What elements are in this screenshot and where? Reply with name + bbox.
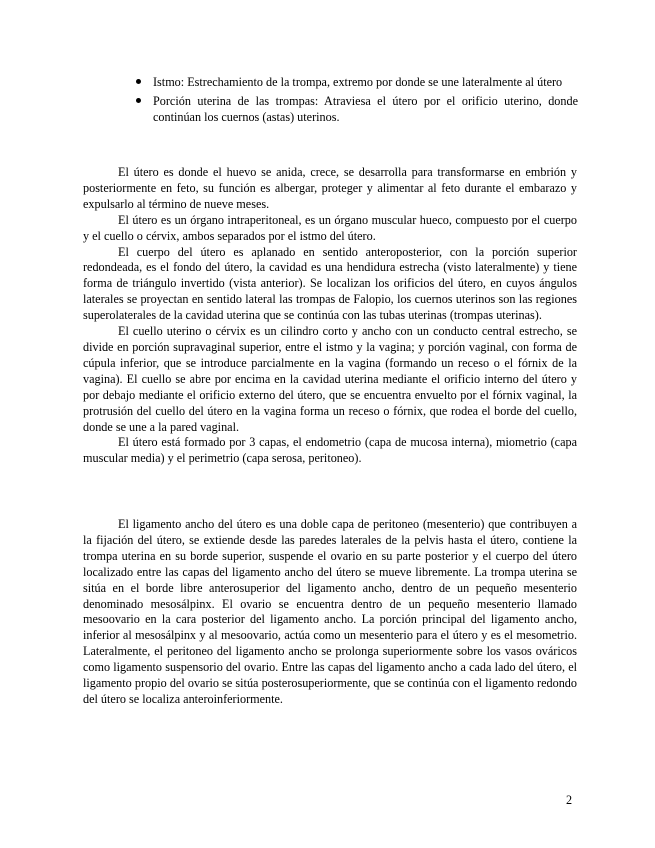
bullet-text: Istmo: Estrechamiento de la trompa, extremo por donde se une lateralmente al útero bbox=[153, 75, 563, 89]
paragraph-cuerpo-utero: El cuerpo del útero es aplanado en sentido anteroposterior, con la porción superior redondeada, es el fondo del útero, la cavidad es una hendidura estrecha (visto lateralmente) y tiene forma de triángulo invertido (vista anterior). Se localizan los orificios del útero, en cuyos ángulos laterales se proyectan en sentido lateral las trompas de Falopio, los cuernos uterinos son las regiones superolaterales de la cavidad uterina que se continúa con las tubas uterinas (trompas uterinas). bbox=[83, 244, 577, 323]
bullet-dot-icon bbox=[136, 79, 141, 84]
bullet-item-porcion-uterina bbox=[136, 93, 578, 125]
page-number: 2 bbox=[566, 793, 573, 807]
bullet-item-istmo bbox=[136, 74, 578, 90]
paragraph-utero-funcion: El útero es donde el huevo se anida, crece, se desarrolla para transformarse en embrión y posteriormente en feto, su función es albergar, proteger y alimentar al feto durante el embarazo y expulsarlo al término de nueve meses. bbox=[83, 165, 577, 211]
paragraph-capas-utero: El útero está formado por 3 capas, el endometrio (capa de mucosa interna), miometrio (capa muscular media) y el perimetrio (capa serosa, peritoneo). bbox=[83, 435, 577, 466]
paragraph-ligamento-ancho: El ligamento ancho del útero es una doble capa de peritoneo (mesenterio) que contribuyen a la fijación del útero, se extiende desde las paredes laterales de la pelvis hasta el útero, contiene la trompa uterina en su borde superior, suspende el ovario en su parte posterior y el cuerpo del útero localizado entre las capas del ligamento ancho del útero se mueve libremente. La trompa uterina se sitúa en el borde libre anterosuperior del ligamento ancho, dentro de un pequeño mesenterio denominado mesosálpinx. El ovario se encuentra dentro de un pequeño mesenterio llamado mesoovario en la cara posterior del ligamento ancho. La porción principal del ligamento ancho, inferior al mesosálpinx y al mesoovario, actúa como un mesenterio para el útero y es el mesometrio. Lateralmente, el peritoneo del ligamento ancho se prolonga superiormente sobre los vasos ováricos como ligamento suspensorio del ovario. Entre las capas del ligamento ancho a cada lado del útero, el ligamento propio del ovario se sitúa posterosuperiormente, que se continúa con el ligamento redondo del útero se localiza anteroinferiormente. bbox=[83, 517, 577, 706]
paragraph-utero-organo: El útero es un órgano intraperitoneal, es un órgano muscular hueco, compuesto por el cuerpo y el cuello o cérvix, ambos separados por el istmo del útero. bbox=[83, 212, 577, 243]
bullet-list bbox=[136, 74, 578, 128]
bullet-dot-icon bbox=[136, 98, 141, 103]
text-block-ligamento bbox=[83, 517, 577, 708]
text-block-utero bbox=[83, 165, 577, 467]
paragraph-cuello-uterino: El cuello uterino o cérvix es un cilindro corto y ancho con un conducto central estrecho, se divide en porción supravaginal superior, entre el istmo y la vagina; y porción vaginal, con forma de cúpula inferior, que se introduce parcialmente en la vagina (formando un receso o el fórnix de la vagina). El cuello se abre por encima en la cavidad uterina mediante el orificio interno del útero y por debajo mediante el orificio externo del útero, que se encuentra envuelto por el fórnix vaginal, la protrusión del cuello del útero en la vagina forma un receso o fórnix, que rodea el borde del cuello, donde se une a la pared vaginal. bbox=[83, 324, 577, 434]
bullet-text: Porción uterina de las trompas: Atraviesa el útero por el orificio uterino, donde continúan los cuernos (astas) uterinos. bbox=[153, 94, 578, 124]
